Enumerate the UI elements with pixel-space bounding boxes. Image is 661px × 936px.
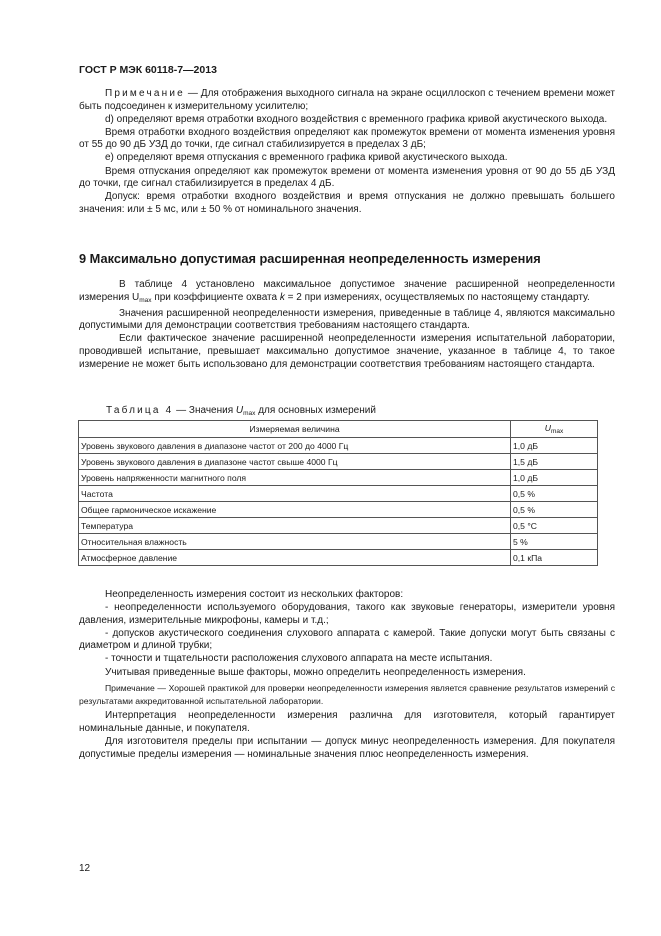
p1-subscript: max	[139, 296, 152, 304]
top-section	[79, 88, 615, 217]
quantity-cell: Уровень напряженности магнитного поля	[79, 470, 511, 486]
quantity-cell: Частота	[79, 486, 511, 502]
section-heading: 9 Максимально допустимая расширенная неопределенность измерения	[79, 251, 541, 266]
section9-body	[79, 279, 615, 372]
section9-paragraph-2: Значения расширенной неопределенности измерения, приведенные в таблице 4, являются максимально допустимыми для демонстрации соответствия требованиям настоящего стандарта.	[79, 307, 615, 332]
section9-paragraph-1	[79, 279, 615, 307]
tolerance-paragraph: Допуск: время отработки входного воздействия и время отпускания не должно превышать большего значения: или ± 5 мс, или ± 50 % от номинального значения.	[79, 191, 615, 215]
quantity-cell: Уровень звукового давления в диапазоне частот свыше 4000 Гц	[79, 454, 511, 470]
note-label: Примечание	[105, 88, 185, 99]
table-row	[79, 470, 598, 486]
table-row	[79, 486, 598, 502]
caption-text-b: для основных измерений	[255, 405, 376, 416]
value-cell: 1,0 дБ	[511, 470, 598, 486]
interpretation-paragraph: Интерпретация неопределенности измерения различна для изготовителя, который гарантирует номинальные данные, и покупателя.	[79, 710, 615, 734]
table-row	[79, 534, 598, 550]
note-text: — Для отображения выходного сигнала на экране осциллоскоп с течением времени может быть подсоединен к измерительному усилителю;	[79, 88, 615, 112]
note-paragraph	[79, 88, 615, 113]
value-cell: 0,5 °С	[511, 518, 598, 534]
page-number: 12	[79, 863, 91, 874]
value-cell: 5 %	[511, 534, 598, 550]
factors-summary: Учитывая приведенные выше факторы, можно определить неопределенность измерения.	[105, 666, 526, 678]
table-caption	[106, 405, 376, 417]
para-e-explain: Время отпускания определяют как промежуток времени от момента изменения уровня от 90 до 55 дБ УЗД до точки, где сигнал стабилизируется в пределах 4 дБ.	[79, 165, 615, 190]
p1-part-c: = 2 при измерениях, осуществляемых по настоящему стандарту.	[284, 291, 590, 303]
column-u-subscript: max	[550, 428, 564, 435]
quantity-cell: Температура	[79, 518, 511, 534]
para-e: е) определяют время отпускания с временного графика кривой акустического выхода.	[105, 152, 508, 164]
quantity-cell: Уровень звукового давления в диапазоне частот от 200 до 4000 Гц	[79, 438, 511, 454]
table-row	[79, 438, 598, 454]
factor-item: - допусков акустического соединения слухового аппарата с камерой. Такие допуски могут быть связаны с диаметром и длиной трубки;	[79, 627, 615, 652]
column-header-umax	[511, 421, 598, 438]
section9-paragraph-3: Если фактическое значение расширенной неопределенности измерения испытательной лаборатории, проводившей испытание, превышает максимально допустимое значение, указанное в таблице 4, то такое измерение не может быть использовано для демонстрации соответствия требованиям настоящего стандарта.	[79, 333, 615, 370]
table-row	[79, 454, 598, 470]
value-cell: 1,5 дБ	[511, 454, 598, 470]
caption-label: Таблица 4	[106, 405, 174, 416]
value-cell: 1,0 дБ	[511, 438, 598, 454]
factors-intro: Неопределенность измерения состоит из нескольких факторов:	[105, 589, 404, 600]
table-row	[79, 502, 598, 518]
para-d-explain: Время отработки входного воздействия определяют как промежуток времени от момента изменения уровня от 55 до 90 дБ УЗД до точки, где сигнал стабилизируется в пределах 3 дБ;	[79, 126, 615, 151]
factor-item: - неопределенности используемого оборудования, такого как звуковые генераторы, измерители уровня давления, измерительные микрофоны, камеры и т.д.;	[79, 602, 615, 626]
value-cell: 0,5 %	[511, 486, 598, 502]
table-header-row	[79, 421, 598, 438]
quantity-cell: Атмосферное давление	[79, 550, 511, 566]
p1-k-symbol: k	[279, 291, 285, 303]
caption-text-a: — Значения	[173, 405, 236, 416]
p1-part-b: при коэффициенте охвата	[151, 291, 280, 303]
caption-u-symbol: U	[235, 405, 244, 416]
column-header-quantity: Измеряемая величина	[79, 421, 511, 438]
quantity-cell: Общее гармоническое искажение	[79, 502, 511, 518]
value-cell: 0,5 %	[511, 502, 598, 518]
caption-subscript: max	[243, 410, 256, 417]
column-u-symbol: U	[544, 423, 551, 433]
p1-part-a: В таблице 4 установлено максимальное допустимое значение расширенной неопределенности измерения U	[79, 279, 615, 303]
quantity-cell: Относительная влажность	[79, 534, 511, 550]
para-d: d) определяют время отработки входного воздействия с временного графика кривой акустического выхода.	[105, 113, 608, 125]
document-code: ГОСТ Р МЭК 60118-7—2013	[79, 64, 217, 76]
uncertainty-table	[78, 420, 598, 566]
table-row	[79, 550, 598, 566]
value-cell: 0,1 кПа	[511, 550, 598, 566]
note-2: Примечание — Хорошей практикой для проверки неопределенности измерения является сравнение результатов измерений с результатами аккредитованной испытательной лаборатории.	[79, 683, 615, 706]
after-table-section	[79, 589, 615, 762]
table-row	[79, 518, 598, 534]
limits-paragraph: Для изготовителя пределы при испытании — допуск минус неопределенность измерения. Для покупателя допустимые пределы измерения — номинальные значения плюс неопределенность измерения.	[79, 736, 615, 760]
factor-item: - точности и тщательности расположения слухового аппарата на месте испытания.	[105, 653, 493, 665]
